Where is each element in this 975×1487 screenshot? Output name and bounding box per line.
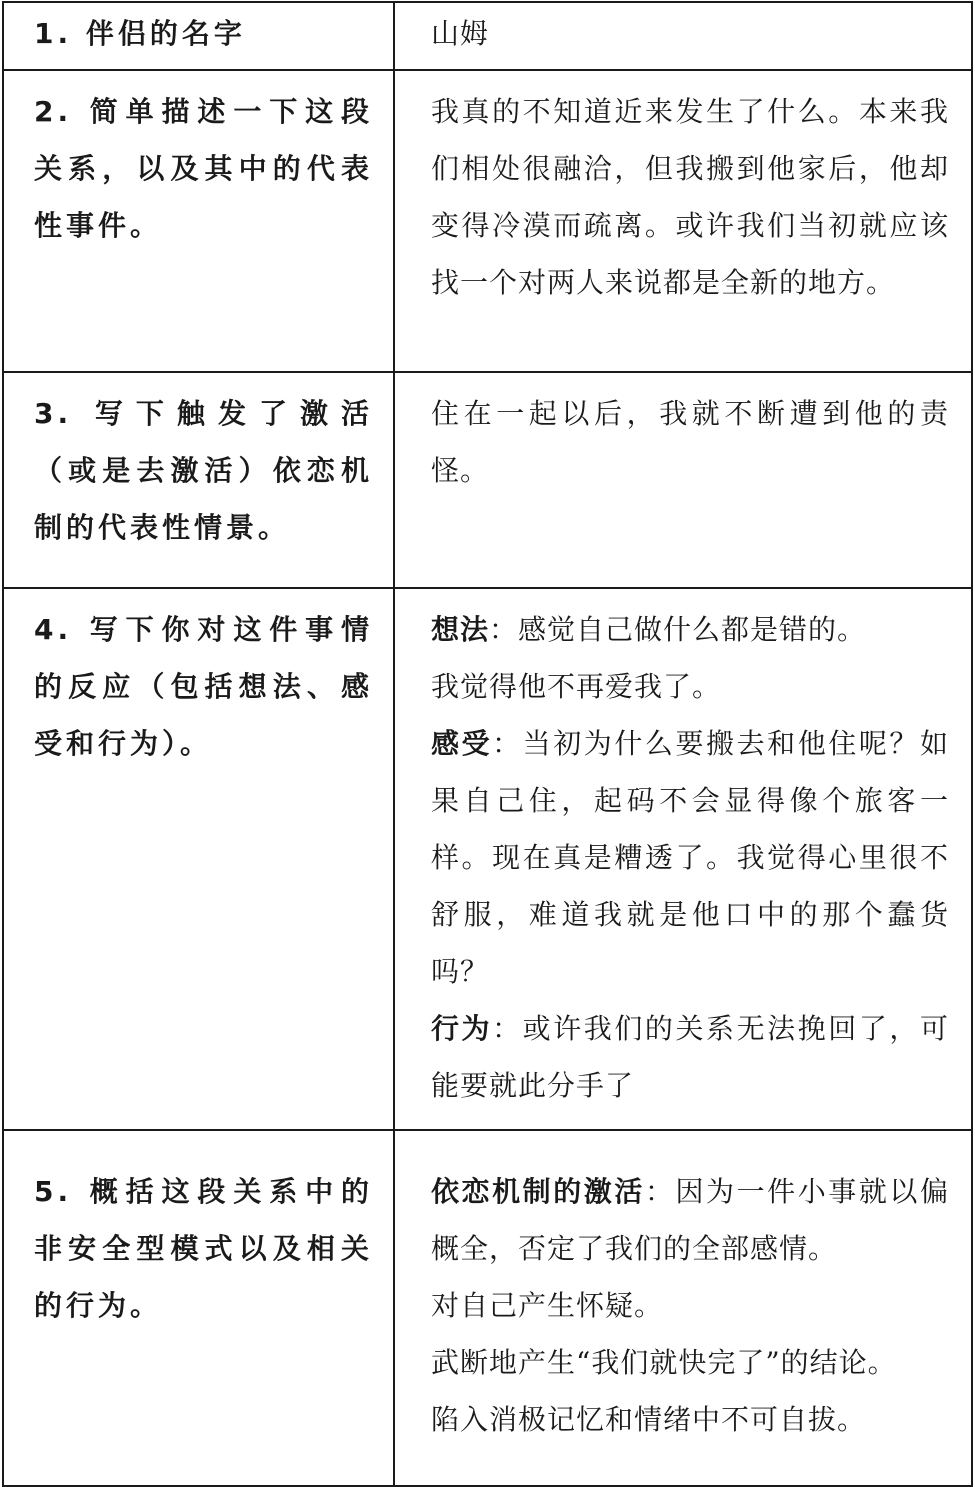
question-cell (3, 588, 394, 1130)
question-cell (3, 70, 394, 372)
answer-line (431, 385, 949, 499)
answer-label-thoughts: 想法 (431, 613, 490, 646)
answer-cell (394, 588, 972, 1130)
answer-line-behavior (431, 1000, 949, 1114)
answer-line-text: ：因为一件小事就以偏概全，否定了我们的全部感情。 (431, 1175, 949, 1265)
question-cell (3, 2, 394, 70)
answer-line (431, 1334, 949, 1391)
answer-text (431, 1163, 949, 1448)
answer-text (431, 11, 949, 57)
answer-text (431, 601, 949, 1114)
question-text: 5. 概括这段关系中的非安全型模式以及相关的行为。 (34, 1175, 373, 1322)
answer-text (431, 83, 949, 311)
answer-label-feelings: 感受 (431, 727, 493, 760)
answer-line (431, 1277, 949, 1334)
answer-line-text: 对自己产生怀疑。 (431, 1289, 664, 1322)
answer-line-text: 住在一起以后，我就不断遭到他的责怪。 (431, 397, 949, 487)
answer-line-text: 我真的不知道近来发生了什么。本来我们相处很融洽，但我搬到他家后，他却变得冷漠而疏离。或许我们当初就应该找一个对两人来说都是全新的地方。 (431, 95, 949, 299)
answer-line-text: 山姆 (431, 17, 490, 50)
question-text: 2. 简单描述一下这段关系，以及其中的代表性事件。 (34, 95, 373, 242)
answer-cell (394, 372, 972, 588)
answer-cell (394, 1130, 972, 1486)
answer-cell (394, 70, 972, 372)
answer-text (431, 385, 949, 499)
question-text: 4. 写下你对这件事情的反应（包括想法、感受和行为）。 (34, 613, 373, 760)
answer-line-activation (431, 1163, 949, 1277)
answer-line-thoughts (431, 601, 949, 658)
table-row-insecure-pattern (3, 1130, 972, 1486)
answer-line-text: ：或许我们的关系无法挽回了，可能要就此分手了 (431, 1012, 949, 1102)
worksheet-table (2, 1, 973, 1487)
table-row-reaction (3, 588, 972, 1130)
answer-line (431, 11, 949, 57)
table-row-trigger-situation (3, 372, 972, 588)
answer-line-feelings (431, 715, 949, 1000)
answer-label-behavior: 行为 (431, 1012, 493, 1045)
table-row-relationship-description (3, 70, 972, 372)
question-cell (3, 1130, 394, 1486)
answer-line-text: 我觉得他不再爱我了。 (431, 670, 722, 703)
answer-line-text: 武断地产生“我们就快完了”的结论。 (431, 1346, 897, 1379)
answer-line-text: 陷入消极记忆和情绪中不可自拔。 (431, 1403, 867, 1436)
answer-line (431, 1391, 949, 1448)
question-text: 1. 伴侣的名字 (34, 17, 246, 50)
answer-line-text: ：当初为什么要搬去和他住呢？如果自己住，起码不会显得像个旅客一样。现在真是糟透了。我觉得心里很不舒服，难道我就是他口中的那个蠢货吗？ (431, 727, 949, 988)
question-text: 3. 写下触发了激活（或是去激活）依恋机制的代表性情景。 (34, 397, 373, 544)
table-row-partner-name (3, 2, 972, 70)
answer-line (431, 658, 949, 715)
answer-label-activation: 依恋机制的激活 (431, 1175, 645, 1208)
answer-line (431, 83, 949, 311)
question-cell (3, 372, 394, 588)
answer-line-text: ：感觉自己做什么都是错的。 (489, 613, 867, 646)
answer-cell (394, 2, 972, 70)
